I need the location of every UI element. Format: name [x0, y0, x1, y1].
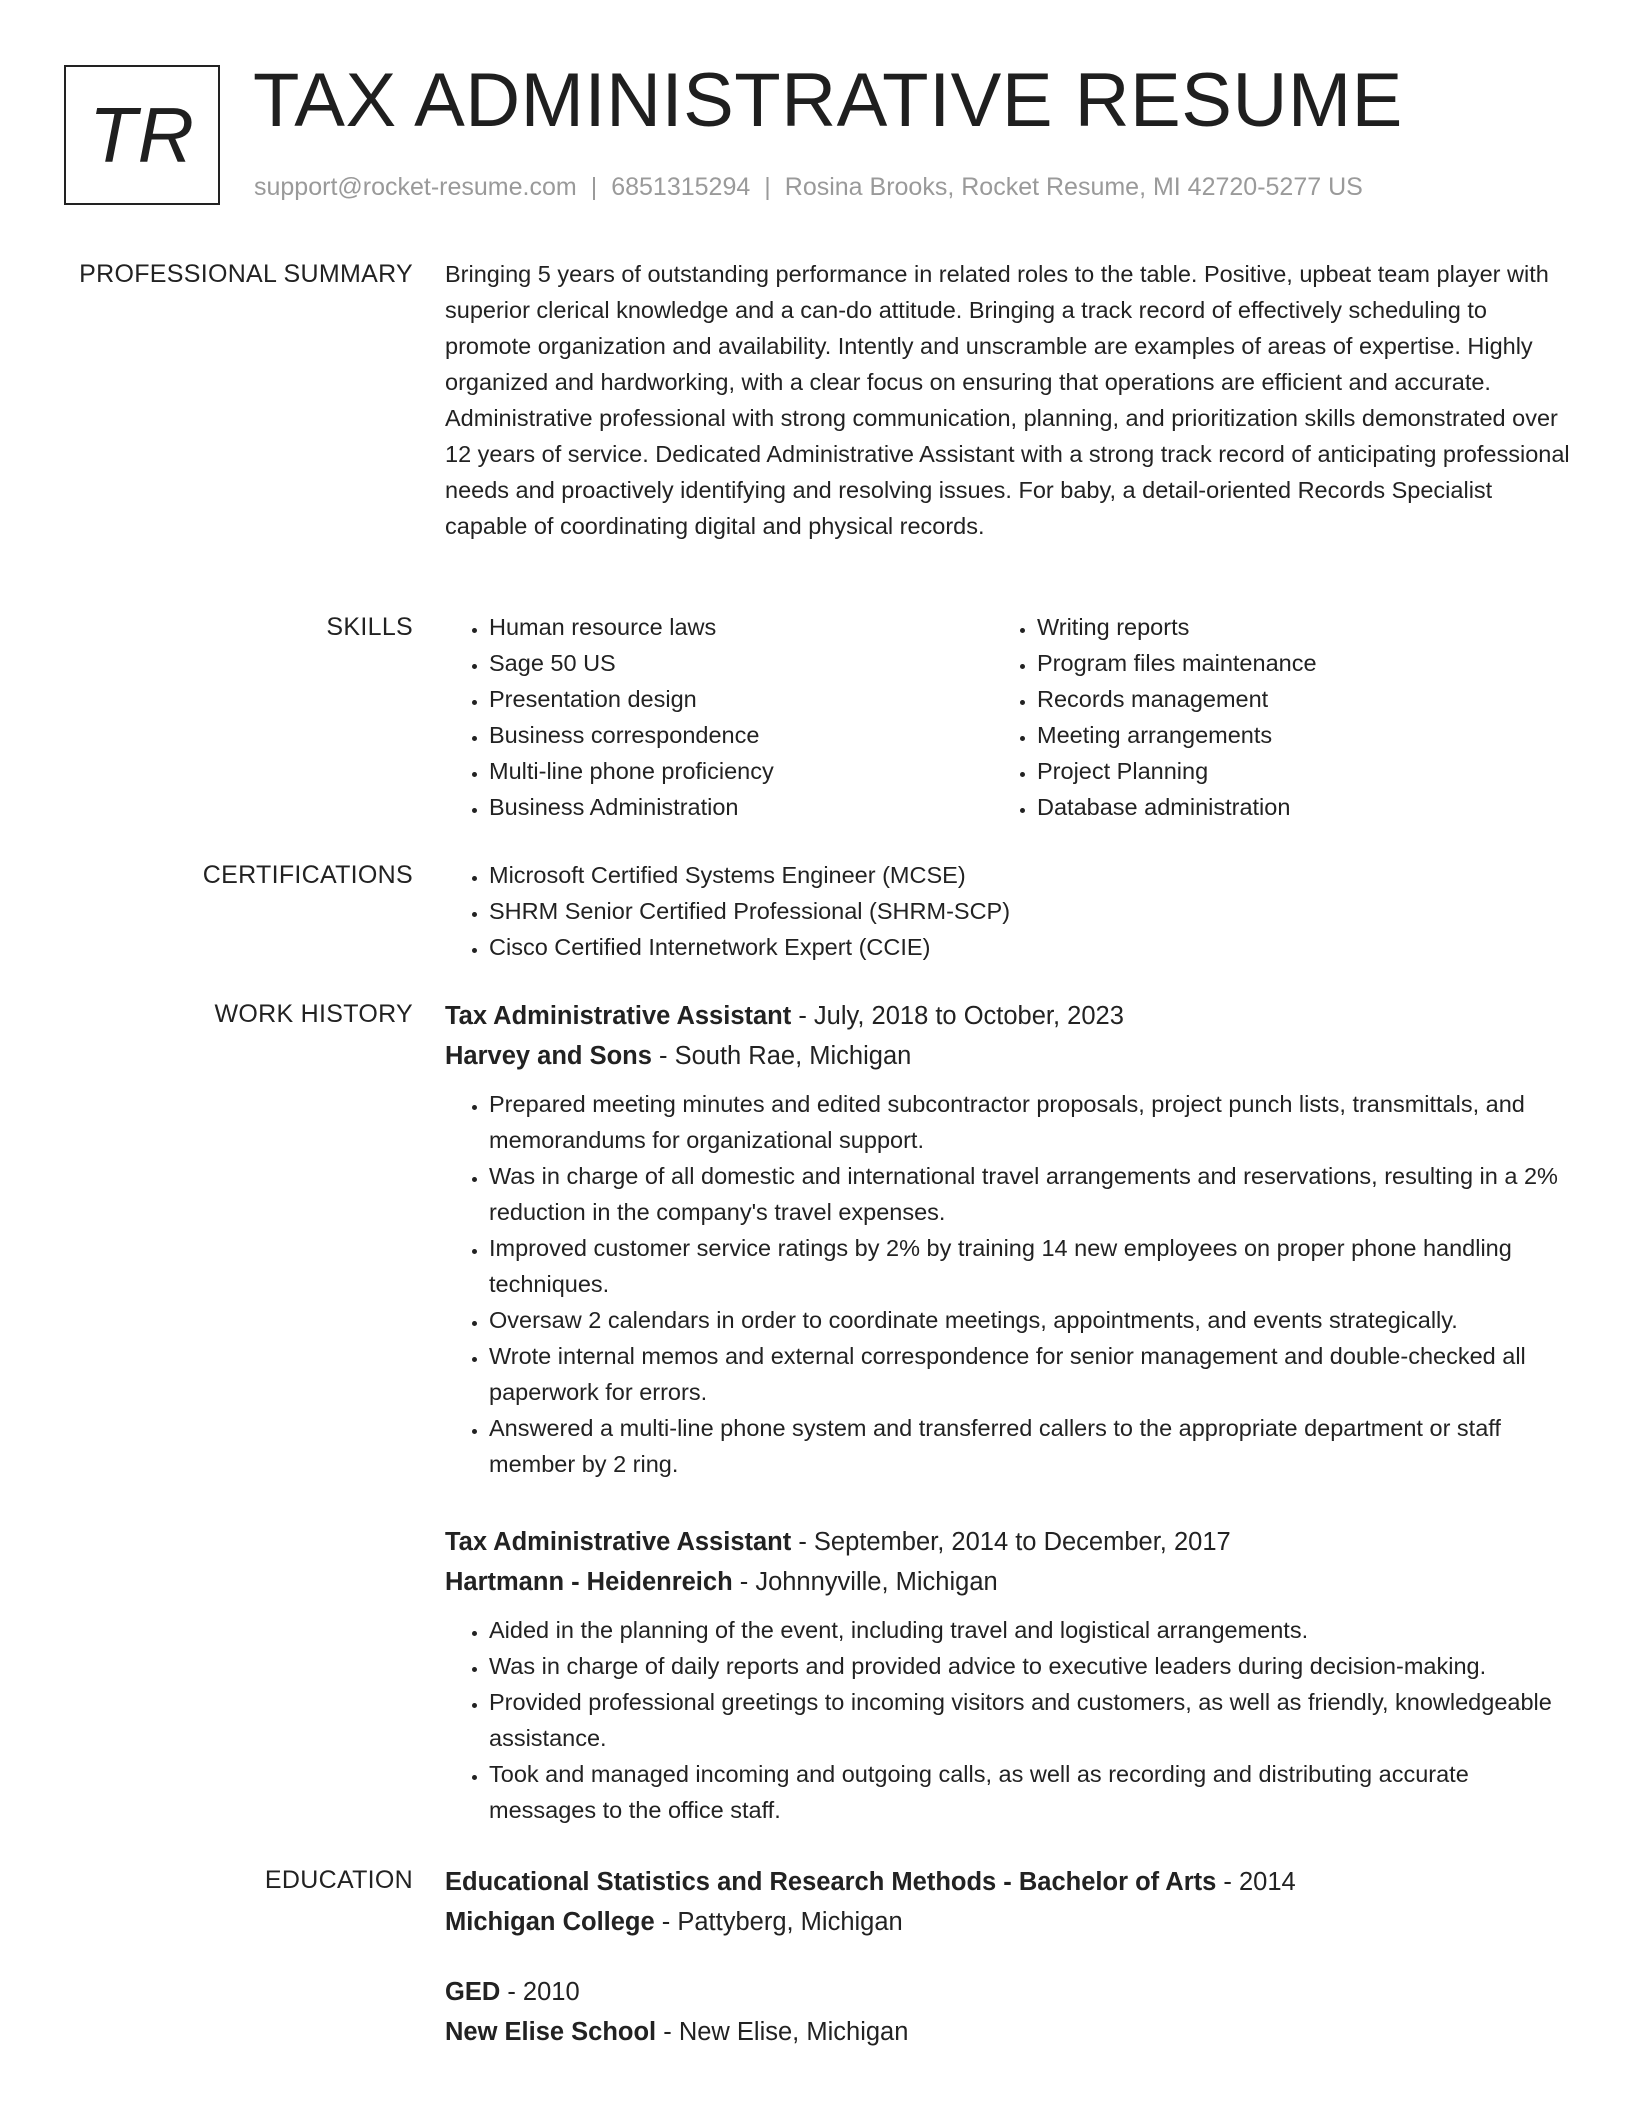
skill-item: • Meeting arrangements — [1037, 717, 1541, 753]
certifications-content — [445, 857, 1570, 965]
school-line — [445, 2012, 1570, 2052]
skill-item: • Program files maintenance — [1037, 645, 1541, 681]
job-title: Tax Administrative Assistant — [445, 1002, 792, 1030]
job-bullet: • Answered a multi-line phone system and transferred callers to the appropriate department or staff member by 2 ring. — [489, 1410, 1570, 1482]
work-history-label: WORK HISTORY — [214, 1000, 413, 1028]
job-bullet: • Prepared meeting minutes and edited subcontractor proposals, project punch lists, transmittals, and memorandums for organizational support. — [489, 1086, 1570, 1158]
contact-separator: | — [764, 173, 771, 201]
job-location: - Johnnyville, Michigan — [732, 1568, 998, 1596]
resume-title: TAX ADMINISTRATIVE RESUME — [253, 58, 1403, 143]
job-bullet: • Improved customer service ratings by 2% by training 14 new employees on proper phone handling techniques. — [489, 1230, 1570, 1302]
school-line — [445, 1902, 1570, 1942]
education-entry — [445, 1972, 1570, 2052]
degree-line — [445, 1972, 1570, 2012]
certifications-label: CERTIFICATIONS — [202, 861, 413, 889]
job-bullet: • Wrote internal memos and external correspondence for senior management and double-checked all paperwork for errors. — [489, 1338, 1570, 1410]
job-title: Tax Administrative Assistant — [445, 1528, 792, 1556]
school-location: - New Elise, Michigan — [656, 2018, 909, 2046]
job-bullets — [445, 1612, 1570, 1828]
degree-line — [445, 1862, 1570, 1902]
degree-year: - 2014 — [1216, 1868, 1296, 1896]
skills-list-right — [993, 609, 1541, 825]
summary-label: PROFESSIONAL SUMMARY — [79, 260, 413, 288]
education-label: EDUCATION — [264, 1866, 413, 1894]
contact-email[interactable]: support@rocket-resume.com — [254, 173, 577, 201]
school: New Elise School — [445, 2018, 657, 2046]
certification-item: • SHRM Senior Certified Professional (SHRM-SCP) — [489, 893, 1570, 929]
education-content — [445, 1862, 1570, 2052]
job-employer-line — [445, 1562, 1570, 1602]
skills-label: SKILLS — [326, 613, 413, 641]
skill-item: • Human resource laws — [489, 609, 993, 645]
job-dates: - September, 2014 to December, 2017 — [791, 1528, 1231, 1556]
work-history-content — [445, 996, 1570, 1828]
job-employer: Hartmann - Heidenreich — [445, 1568, 733, 1596]
degree-year: - 2010 — [500, 1978, 580, 2006]
job-employer: Harvey and Sons — [445, 1042, 652, 1070]
skill-item: • Database administration — [1037, 789, 1541, 825]
contact-address: Rosina Brooks, Rocket Resume, MI 42720-5277 US — [784, 173, 1363, 201]
job-title-line — [445, 1522, 1570, 1562]
skill-item: • Business correspondence — [489, 717, 993, 753]
skill-item: • Project Planning — [1037, 753, 1541, 789]
contact-phone[interactable]: 6851315294 — [611, 173, 751, 201]
contact-line — [254, 173, 1363, 202]
certification-item: • Cisco Certified Internetwork Expert (CCIE) — [489, 929, 1570, 965]
degree: Educational Statistics and Research Methods - Bachelor of Arts — [445, 1868, 1217, 1896]
skill-item: • Sage 50 US — [489, 645, 993, 681]
contact-separator: | — [590, 173, 598, 201]
job-entry — [445, 996, 1570, 1482]
skill-item: • Writing reports — [1037, 609, 1541, 645]
monogram-badge: TR — [64, 65, 220, 205]
skill-item: • Records management — [1037, 681, 1541, 717]
certification-item: • Microsoft Certified Systems Engineer (MCSE) — [489, 857, 1570, 893]
job-entry — [445, 1522, 1570, 1828]
certifications-list — [445, 857, 1570, 965]
job-employer-line — [445, 1036, 1570, 1076]
job-bullet: • Oversaw 2 calendars in order to coordinate meetings, appointments, and events strategically. — [489, 1302, 1570, 1338]
summary-text: Bringing 5 years of outstanding performance in related roles to the table. Positive, upbeat team player with superior clerical knowledge and a can-do attitude. Bringing a track record of effectively scheduling to promote organization and availability. Intently and unscramble are examples of areas of expertise. Highly organized and hardworking, with a clear focus on ensuring that operations are efficient and accurate. Administrative professional with strong communication, planning, and prioritization skills demonstrated over 12 years of service. Dedicated Administrative Assistant with a strong track record of anticipating professional needs and proactively identifying and resolving issues. For baby, a detail-oriented Records Specialist capable of coordinating digital and physical records. — [445, 261, 1570, 539]
school: Michigan College — [445, 1908, 655, 1936]
skill-item: • Multi-line phone proficiency — [489, 753, 993, 789]
job-bullet: • Took and managed incoming and outgoing calls, as well as recording and distributing accurate messages to the office staff. — [489, 1756, 1570, 1828]
job-bullet: • Was in charge of all domestic and international travel arrangements and reservations, resulting in a 2% reduction in the company's travel expenses. — [489, 1158, 1570, 1230]
job-location: - South Rae, Michigan — [651, 1042, 912, 1070]
degree: GED — [445, 1978, 501, 2006]
education-entry — [445, 1862, 1570, 1942]
skills-list-left — [445, 609, 993, 825]
resume-header — [64, 58, 1584, 210]
skill-item: • Business Administration — [489, 789, 993, 825]
job-bullets — [445, 1086, 1570, 1482]
job-bullet: • Was in charge of daily reports and provided advice to executive leaders during decision-making. — [489, 1648, 1570, 1684]
job-bullet: • Provided professional greetings to incoming visitors and customers, as well as friendly, knowledgeable assistance. — [489, 1684, 1570, 1756]
job-bullet: • Aided in the planning of the event, including travel and logistical arrangements. — [489, 1612, 1570, 1648]
summary-content — [445, 256, 1570, 544]
school-location: - Pattyberg, Michigan — [654, 1908, 903, 1936]
skill-item: • Presentation design — [489, 681, 993, 717]
job-title-line — [445, 996, 1570, 1036]
skills-content — [445, 609, 1570, 825]
job-dates: - July, 2018 to October, 2023 — [791, 1002, 1124, 1030]
